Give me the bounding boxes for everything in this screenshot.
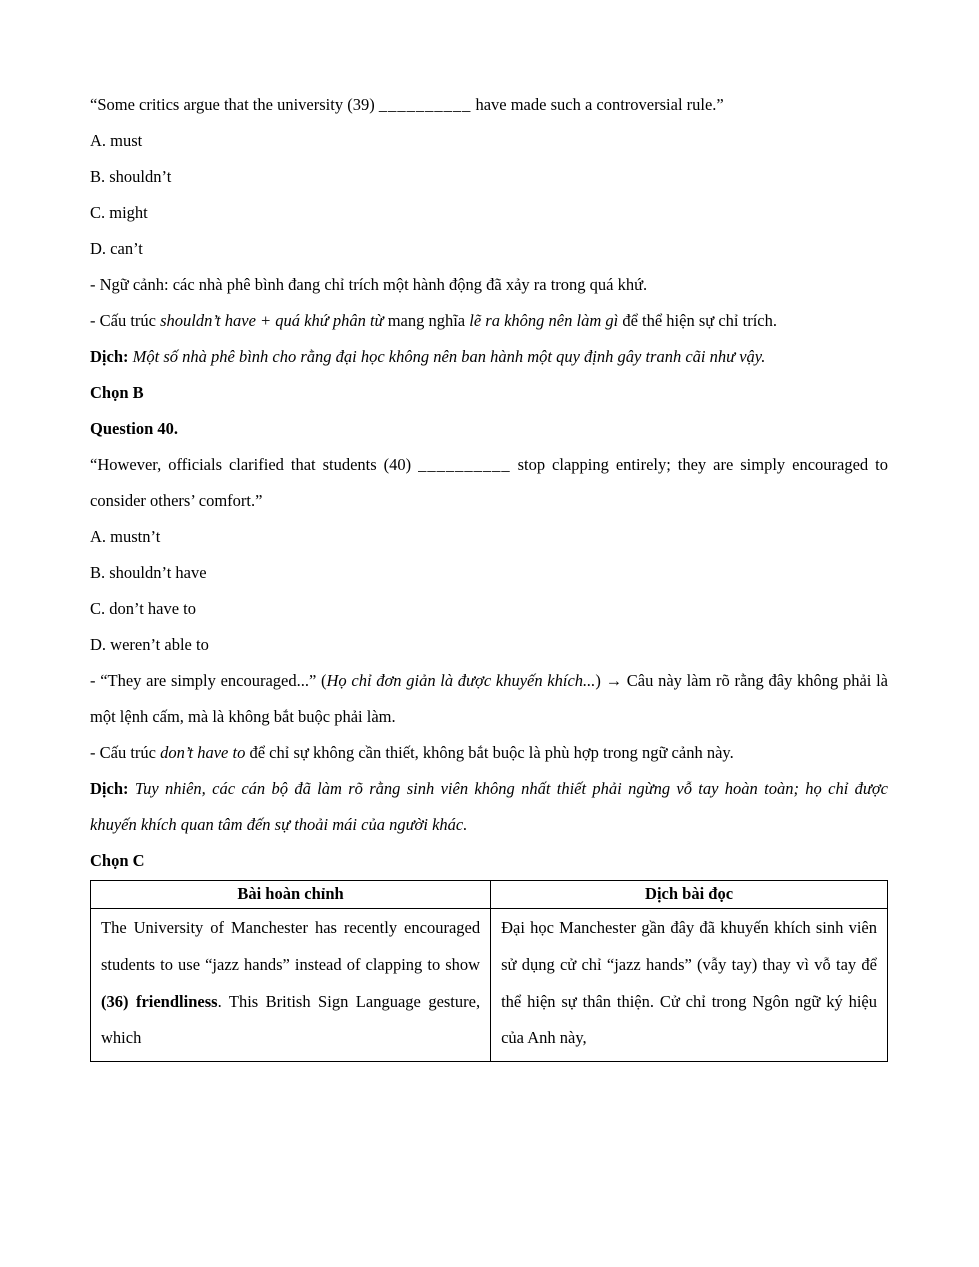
translation-text: Một số nhà phê bình cho rằng đại học không nên ban hành một quy định gây tranh cãi như vậy. [128,347,766,366]
quote-prefix: - “They are simply encouraged...” ( [90,671,327,690]
question40-option-d: D. weren’t able to [90,635,209,654]
table-cell-vietnamese: Đại học Manchester gần đây đã khuyến khích sinh viên sử dụng cử chỉ “jazz hands” (vẫy tay) thay vì vỗ tay để thể hiện sự thân thiện. Cử chỉ trong Ngôn ngữ ký hiệu của Anh này, [491,909,888,1062]
quote-translation: Họ chỉ đơn giản là được khuyến khích... [326,671,596,690]
structure-term: shouldn’t have + quá khứ phân từ [160,311,384,330]
structure-term: don’t have to [160,743,246,762]
question40-text-before-blank: “However, officials clarified that students (40) [90,455,419,474]
question39-blank: __________ [378,95,472,114]
structure-meaning: lẽ ra không nên làm gì [469,311,619,330]
question40-option-b: B. shouldn’t have [90,563,207,582]
structure-suffix: để chỉ sự không cần thiết, không bắt buộc là phù hợp trong ngữ cảnh này. [245,743,734,762]
question39-explanation-context: - Ngữ cảnh: các nhà phê bình đang chỉ trích một hành động đã xảy ra trong quá khứ. [90,275,648,294]
question40-explanation-quote [90,663,888,735]
table-header-vietnamese: Dịch bài đọc [491,881,888,909]
question39-answer: Chọn B [90,383,144,402]
question39-sentence [90,87,888,123]
quote-suffix: ) → Câu này làm rõ rằng đây không phải là một lệnh cấm, mà là không bắt buộc phải làm. [90,671,888,726]
english-passage-answer36: (36) friendliness [101,991,218,1011]
question40-sentence [90,447,888,519]
reading-passage-table [90,880,888,1062]
english-passage-part1: The University of Manchester has recently encouraged students to use “jazz hands” instead of clapping to show [101,918,481,974]
structure-prefix: - Cấu trúc [90,311,161,330]
question40-answer: Chọn C [90,851,145,870]
question39-option-d: D. can’t [90,239,143,258]
question39-option-c: C. might [90,203,148,222]
question40-text-after-blank: stop clapping entirely; they are simply encouraged to consider others’ comfort.” [90,455,888,510]
english-passage-part2: . This British Sign Language gesture, which [101,991,481,1048]
question40-blank: __________ [418,455,511,474]
table-cell-english [91,909,491,1062]
question40-explanation-structure [90,735,888,771]
structure-mid: mang nghĩa [383,311,470,330]
question39-text-before-blank: “Some critics argue that the university (39) [90,95,379,114]
structure-prefix: - Cấu trúc [90,743,161,762]
question40-option-c: C. don’t have to [90,599,197,618]
translation-label: Dịch: [90,347,129,366]
question39-explanation-structure [90,303,888,339]
question40-translation [90,771,888,843]
question39-option-a: A. must [90,131,143,150]
question40-option-a: A. mustn’t [90,527,161,546]
translation-text: Tuy nhiên, các cán bộ đã làm rõ rằng sinh viên không nhất thiết phải ngừng vỗ tay hoàn toàn; họ chỉ được khuyến khích quan tâm đến sự thoải mái của người khác. [90,779,888,834]
question40-heading: Question 40. [90,419,179,438]
table-header-english: Bài hoàn chỉnh [91,881,491,909]
question39-text-after-blank: have made such a controversial rule.” [471,95,724,114]
question39-option-b: B. shouldn’t [90,167,172,186]
table-header-row [91,881,888,909]
translation-label: Dịch: [90,779,129,798]
question39-translation [90,339,888,375]
structure-suffix: để thể hiện sự chỉ trích. [618,311,777,330]
table-body-row [91,909,888,1062]
